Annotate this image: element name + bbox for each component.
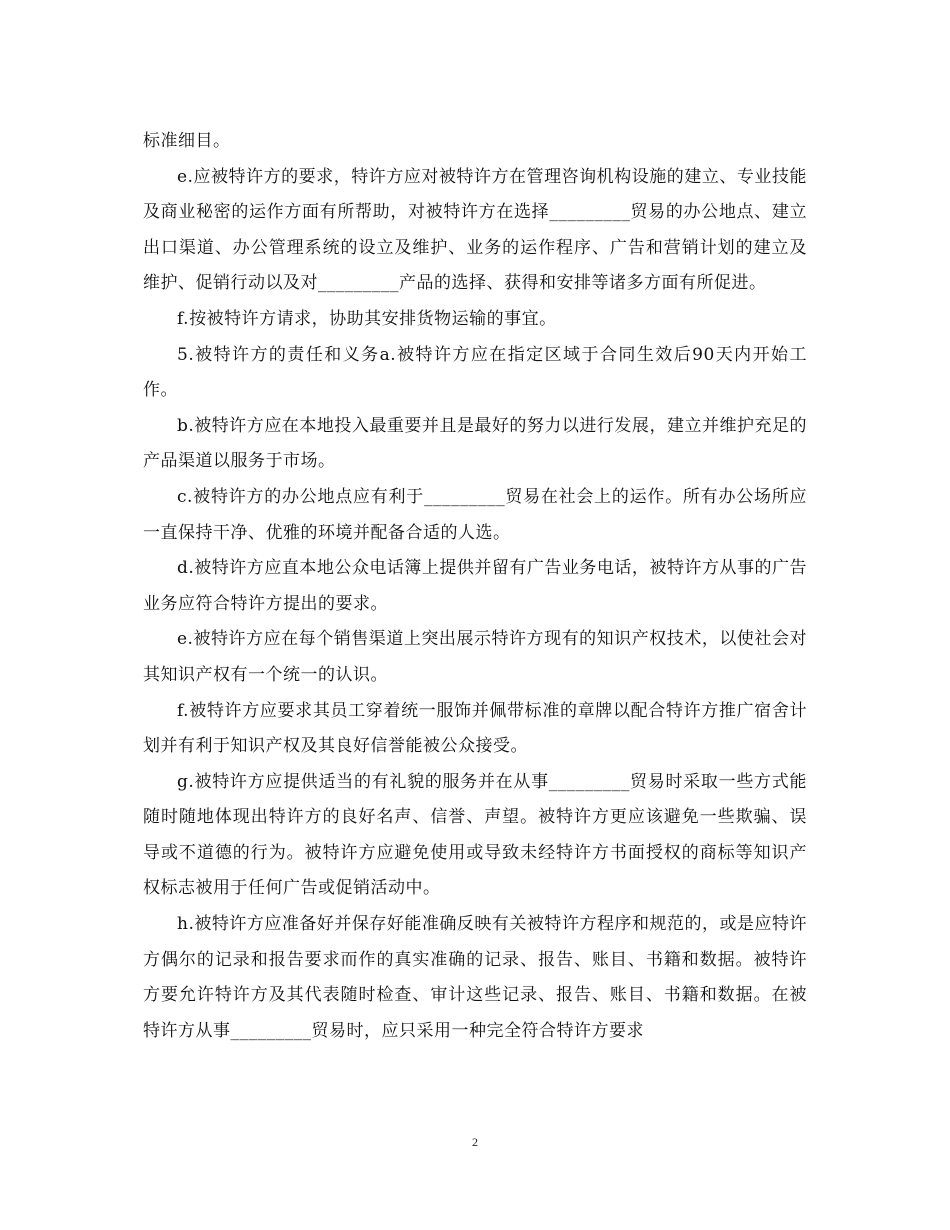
page-number: 2	[472, 1135, 478, 1149]
paragraph-2: e.应被特许方的要求，特许方应对被特许方在管理咨询机构设施的建立、专业技能及商业秘密的运作方面有所帮助，对被特许方在选择_________贸易的办公地点、建立出口渠道、办公管理系统的设立及维护、业务的运作程序、广告和营销计划的建立及维护、促销行动以及对_________产品的选择、获得和安排等诸多方面有所促进。	[143, 166, 807, 294]
paragraph-9: f.被特许方应要求其员工穿着统一服饰并佩带标准的章牌以配合特许方推广宿舍计划并有利于知识产权及其良好信誉能被公众接受。	[143, 700, 807, 757]
paragraph-7: d.被特许方应直本地公众电话簿上提供并留有广告业务电话，被特许方从事的广告业务应符合特许方提出的要求。	[143, 558, 807, 614]
paragraph-1: 标准细目。	[143, 131, 231, 151]
paragraph-5: b.被特许方应在本地投入最重要并且是最好的努力以进行发展，建立并维护充足的产品渠道以服务于市场。	[143, 415, 807, 472]
paragraph-4: 5.被特许方的责任和义务a.被特许方应在指定区域于合同生效后90天内开始工作。	[143, 344, 807, 401]
paragraph-3: f.按被特许方请求，协助其安排货物运输的事宜。	[177, 308, 557, 329]
document-body	[143, 124, 807, 1049]
paragraph-8: e.被特许方应在每个销售渠道上突出展示特许方现有的知识产权技术，以使社会对其知识产权有一个统一的认识。	[143, 629, 807, 685]
paragraph-6: c.被特许方的办公地点应有利于_________贸易在社会上的运作。所有办公场所应一直保持干净、优雅的环境并配备合适的人选。	[143, 486, 807, 543]
paragraph-10: g.被特许方应提供适当的有礼貌的服务并在从事_________贸易时采取一些方式能随时随地体现出特许方的良好名声、信誉、声望。被特许方更应该避免一些欺骗、误导或不道德的行为。被特许方应避免使用或导致未经特许方书面授权的商标等知识产权标志被用于任何广告或促销活动中。	[143, 771, 807, 899]
paragraph-11: h.被特许方应准备好并保存好能准确反映有关被特许方程序和规范的，或是应特许方偶尔的记录和报告要求而作的真实准确的记录、报告、账目、书籍和数据。被特许方要允许特许方及其代表随时检查、审计这些记录、报告、账目、书籍和数据。在被特许方从事_________贸易时，应只采用一种完全符合特许方要求	[143, 914, 807, 1041]
